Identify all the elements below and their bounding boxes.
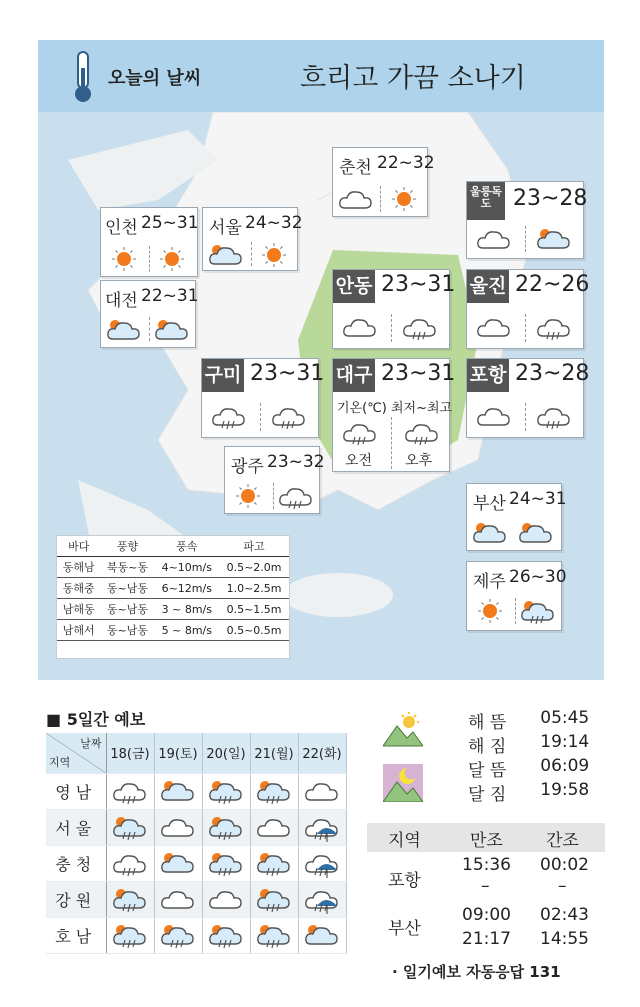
weather-icon: [207, 776, 245, 806]
legend-pm: 오후: [405, 453, 433, 469]
weather-icon: [303, 884, 341, 914]
city-card-gumi: 구미 23~31: [201, 358, 319, 438]
sun-icon: [153, 244, 191, 274]
weather-icon: [207, 920, 245, 950]
cloud-rain-icon: [403, 417, 441, 447]
cloud-rain-icon: [535, 312, 573, 342]
table-row: 강원: [46, 881, 346, 917]
sun-icon: [105, 244, 143, 274]
tide-col-low: 간조: [546, 831, 579, 851]
legend-label: 기온(℃) 최저~최고: [337, 401, 453, 416]
thermometer-icon: [70, 50, 96, 104]
cloud-icon: [341, 312, 379, 342]
city-card-uljin: 울진 22~26: [466, 269, 584, 349]
weather-icon: [111, 920, 149, 950]
cloud-sun-icon: [471, 518, 509, 548]
tide-col-high: 만조: [470, 831, 503, 851]
city-card-incheon: 인천 25~31: [100, 207, 198, 277]
corner-cell: 날짜 지역: [46, 733, 106, 773]
city-card-daegu: 대구 23~31 기온(℃) 최저~최고 오전 오후: [332, 358, 450, 472]
city-card-pohang: 포항 23~28: [466, 358, 584, 438]
city-card-andong: 안동 23~31: [332, 269, 450, 349]
cloud-rain-icon: [341, 417, 379, 447]
city-card-gwangju: 광주 23~32: [224, 446, 320, 514]
cloud-sun-icon: [535, 224, 573, 254]
city-card-chuncheon: 춘천 22~32: [332, 147, 428, 217]
weather-icon: [159, 776, 197, 806]
sun-icon: [255, 240, 293, 270]
tide-region: 포항: [388, 871, 421, 891]
cloud-rain-icon: [277, 481, 315, 511]
weather-icon: [303, 776, 341, 806]
cloud-sun-rain-icon: [519, 596, 557, 626]
weather-icon: [207, 812, 245, 842]
sun-icon: [385, 184, 423, 214]
weather-icon: [111, 884, 149, 914]
weather-icon: [159, 848, 197, 878]
city-card-seoul: 서울 24~32: [202, 207, 298, 271]
tide-region: 부산: [388, 919, 421, 939]
weather-icon: [159, 884, 197, 914]
cloud-rain-icon: [210, 401, 248, 431]
sun-icon: [229, 481, 267, 511]
weather-icon: [207, 884, 245, 914]
city-card-daejeon: 대전 22~31: [100, 280, 196, 348]
table-row: 동해중 동~남동 6~12m/s 1.0~2.5m: [57, 578, 289, 599]
table-row: 영남: [46, 773, 346, 809]
city-card-busan: 부산 24~31: [466, 483, 562, 551]
cloud-icon: [337, 184, 375, 214]
weather-icon: [159, 812, 197, 842]
weather-icon: [255, 812, 293, 842]
cloud-rain-icon: [535, 401, 573, 431]
cloud-sun-icon: [105, 315, 143, 345]
forecast-header-row: 날짜 지역 18(금) 19(토) 20(일) 21(월) 22(화): [46, 733, 346, 773]
forecast-table: [46, 733, 347, 954]
city-card-jeju: 제주 26~30: [466, 561, 562, 631]
weather-icon: [255, 776, 293, 806]
table-row: 서울: [46, 809, 346, 845]
weather-icon: [111, 848, 149, 878]
weather-icon: [303, 812, 341, 842]
sun-moon-times: 해 뜸 05:45 해 짐 19:14 달 뜸 06:09 달 짐 19:58: [468, 708, 590, 805]
sunrise-icon: [383, 712, 423, 748]
moonrise-icon: [383, 764, 423, 802]
cloud-icon: [475, 224, 513, 254]
weather-icon: [303, 848, 341, 878]
legend-am: 오전: [345, 453, 373, 469]
weather-icon: [255, 920, 293, 950]
table-row: 남해동 동~남동 3 ~ 8m/s 0.5~1.5m: [57, 599, 289, 620]
auto-response-note: · 일기예보 자동응답 131: [392, 963, 561, 981]
table-row: 충청: [46, 845, 346, 881]
weather-icon: [255, 884, 293, 914]
sun-icon: [471, 596, 509, 626]
sea-condition-table: [56, 535, 290, 659]
weather-icon: [255, 848, 293, 878]
weather-icon: [207, 848, 245, 878]
sea-header-row: 바다 풍향 풍속 파고: [57, 536, 289, 557]
tide-col-region: 지역: [388, 831, 421, 851]
cloud-sun-icon: [517, 518, 555, 548]
weather-summary: 흐리고 가끔 소나기: [300, 63, 526, 94]
cloud-sun-icon: [207, 240, 245, 270]
table-row: 남해서 동~남동 5 ~ 8m/s 0.5~0.5m: [57, 620, 289, 641]
cloud-icon: [475, 401, 513, 431]
page-title: 오늘의 날씨: [108, 68, 202, 89]
cloud-icon: [475, 312, 513, 342]
city-card-ulleung: 울릉독도 23~28: [466, 181, 584, 259]
cloud-rain-icon: [270, 401, 308, 431]
weather-icon: [111, 812, 149, 842]
weather-icon: [159, 920, 197, 950]
weather-icon: [111, 776, 149, 806]
table-row: 호남: [46, 917, 346, 953]
weather-map: [38, 40, 604, 680]
weather-icon: [303, 920, 341, 950]
cloud-sun-icon: [153, 315, 191, 345]
forecast-title: ■ 5일간 예보: [46, 710, 146, 729]
table-row: 동해남 북동~동 4~10m/s 0.5~2.0m: [57, 557, 289, 578]
header-bar: [38, 40, 604, 112]
cloud-rain-icon: [401, 312, 439, 342]
